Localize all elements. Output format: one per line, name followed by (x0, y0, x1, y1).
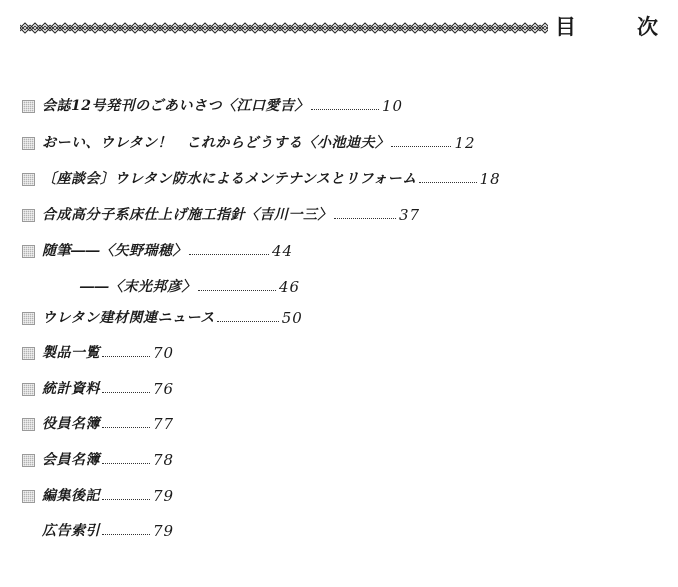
square-bullet-icon (22, 100, 35, 113)
toc-page-number: 77 (153, 415, 175, 433)
toc-page-number: 76 (153, 380, 175, 398)
square-bullet-icon (22, 454, 35, 467)
toc-entry-title: 編集後記 (42, 488, 100, 504)
toc-page-number: 79 (153, 487, 175, 505)
toc-page-number: 50 (281, 309, 303, 327)
dot-leader (189, 253, 269, 255)
dot-leader (102, 355, 150, 357)
toc-page-number: 46 (279, 278, 301, 296)
toc-entry[interactable] (22, 205, 420, 225)
toc-page-number: 10 (381, 97, 404, 115)
dot-leader (102, 426, 150, 428)
dot-leader (217, 320, 279, 322)
square-bullet-icon (22, 137, 35, 150)
toc-page-number: 37 (399, 206, 421, 224)
toc-entry-title: 役員名簿 (42, 416, 100, 432)
dot-leader (102, 462, 150, 464)
square-bullet-icon (22, 383, 35, 396)
toc-entry-title: 製品一覧 (42, 345, 100, 361)
square-bullet-icon (22, 347, 35, 360)
toc-entry[interactable] (22, 241, 293, 261)
page-title: 目 次 (555, 14, 678, 39)
toc-entry-title: 会誌12号発刊のごあいさつ〈江口愛吉〉 (42, 98, 309, 114)
square-bullet-icon (22, 490, 35, 503)
toc-page-number: 78 (153, 451, 175, 469)
toc-page-number: 79 (153, 522, 175, 540)
toc-page-number: 70 (153, 344, 175, 362)
square-bullet-icon (22, 245, 35, 258)
square-bullet-icon (22, 418, 35, 431)
dot-leader (391, 145, 451, 147)
dot-leader (102, 533, 150, 535)
toc-entry-title: ――〈末光邦彦〉 (80, 279, 196, 295)
toc-entry[interactable] (22, 133, 476, 153)
toc-entry-title: おーい、ウレタン！ これからどうする〈小池迪夫〉 (42, 135, 390, 151)
toc-entry-title: 随筆――〈矢野瑞穂〉 (42, 243, 187, 259)
toc-entry-title: 広告索引 (42, 523, 100, 539)
dot-leader (198, 289, 276, 291)
square-bullet-icon (22, 173, 35, 186)
toc-entry[interactable] (80, 277, 300, 297)
dot-leader (102, 498, 150, 500)
toc-entry-title: 合成高分子系床仕上げ施工指針〈吉川一三〉 (42, 207, 332, 223)
toc-entry-title: ウレタン建材関連ニュース (42, 310, 215, 326)
toc-entry-title: 統計資料 (42, 381, 100, 397)
toc-entry[interactable] (22, 379, 174, 399)
toc-entry[interactable] (22, 450, 174, 470)
toc-page-number: 44 (272, 242, 294, 260)
toc-entry[interactable] (22, 308, 303, 328)
toc-entry[interactable] (22, 96, 403, 116)
toc-entry[interactable] (22, 343, 174, 363)
dot-leader (102, 391, 150, 393)
toc-entry[interactable] (22, 169, 501, 189)
toc-entry[interactable] (22, 486, 174, 506)
toc-entry[interactable] (22, 521, 174, 541)
toc-entry[interactable] (22, 414, 174, 434)
toc-entry-title: 会員名簿 (42, 452, 100, 468)
dot-leader (419, 181, 477, 183)
toc-page-number: 12 (454, 134, 476, 152)
dot-leader (311, 108, 379, 110)
toc-entry-title: 〔座談会〕ウレタン防水によるメンテナンスとリフォーム (42, 171, 417, 187)
square-bullet-icon (22, 312, 35, 325)
square-bullet-icon (22, 209, 35, 222)
dot-leader (334, 217, 396, 219)
toc-page-number: 18 (479, 170, 501, 188)
